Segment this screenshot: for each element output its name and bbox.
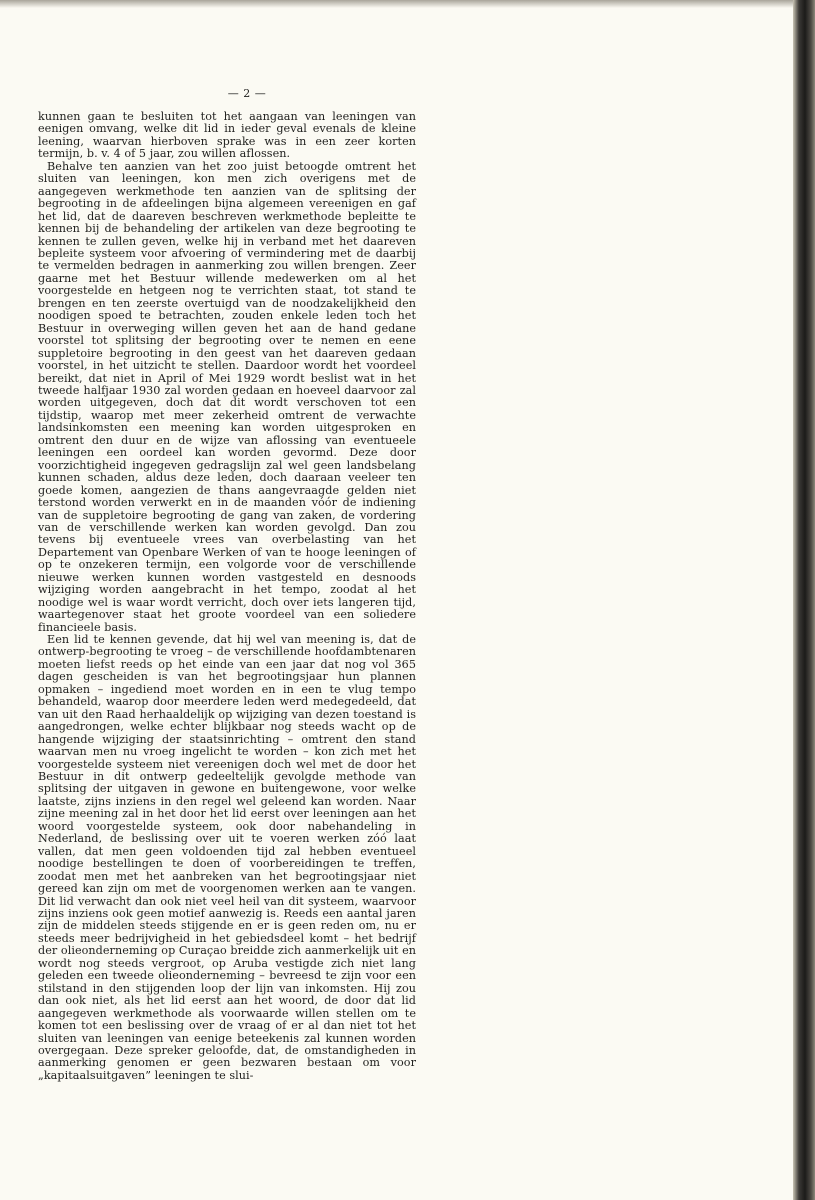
scan-top-shadow <box>0 0 800 8</box>
scan-binding-edge <box>793 0 815 1200</box>
page-number: — 2 — <box>227 87 267 100</box>
document-page <box>38 88 416 1082</box>
show-through-bleed <box>500 80 790 260</box>
paragraph-continuation: kunnen gaan te besluiten tot het aangaan van leeningen van eenigen omvang, welke dit lid in ieder geval evenals de kleine leening, waarvan hierboven sprake was in een zeer korten termijn, b. v. 4 of 5 jaar, zou willen aflossen. <box>38 110 416 161</box>
paragraph: Een lid te kennen gevende, dat hij wel van meening is, dat de ontwerp-begrooting te vroeg – de verschillende hoofdambtenaren moeten liefst reeds op het einde van een jaar dat nog vol 365 dagen gescheiden is van het begrootingsjaar hun plannen opmaken – ingediend moet worden en in een te vlug tempo behandeld, waarop door meerdere leden werd medegedeeld, dat van uit den Raad herhaaldelijk op wijziging van dezen toestand is aangedrongen, welke echter blijkbaar nog steeds wacht op de hangende wijziging der staatsinrichting – omtrent den stand waarvan men nu vroeg ingelicht te worden – kon zich met het voorgestelde systeem niet vereenigen doch wel met de door het Bestuur in dit ontwerp gedeeltelijk gevolgde methode van splitsing der uitgaven in gewone en buitengewone, voor welke laatste, zijns inziens in den regel wel geleend kan worden. Naar zijne meening zal in het door het lid eerst over leeningen aan het woord voorgestelde systeem, ook door nabehandeling in Nederland, de beslissing over uit te voeren werken zóó laat vallen, dat men geen voldoenden tijd zal hebben eventueel noodige bestellingen te doen of voorbereidingen te treffen, zoodat men met het aanbreken van het begrootingsjaar niet gereed kan zijn om met de voorgenomen werken aan te vangen. Dit lid verwacht dan ook niet veel heil van dit systeem, waarvoor zijns inziens ook geen motief aanwezig is. Reeds een aantal jaren zijn de middelen steeds stijgende en er is geen reden om, nu er steeds meer bedrijvigheid in het gebiedsdeel komt – het bedrijf der olieonderneming op Curaçao breidde zich aanmerkelijk uit en wordt nog steeds vergroot, op Aruba vestigde zich niet lang geleden een tweede olieonderneming – bevreesd te zijn voor een stilstand in den stijgenden loop der lijn van inkomsten. Hij zou dan ook niet, als het lid eerst aan het woord, de door dat lid aangegeven werkmethode als voorwaarde willen stellen om te komen tot een beslissing over de vraag of er al dan niet tot het sluiten van leeningen van eenige beteekenis zal kunnen worden overgegaan. Deze spreker geloofde, dat, de omstandigheden in aanmerking genomen er geen bezwaren bestaan om voor „kapitaalsuitgaven” leeningen te slui- <box>38 633 416 1082</box>
paragraph: Behalve ten aanzien van het zoo juist betoogde omtrent het sluiten van leeningen, kon men zich overigens met de aangegeven werkmethode ten aanzien van de splitsing der begrooting in de afdeelingen bijna algemeen vereenigen en gaf het lid, dat de daareven beschreven werkmethode bepleitte te kennen bij de behandeling der artikelen van deze begrooting te kennen te zullen geven, welke hij in verband met het daareven bepleite systeem voor afvoering of vermindering met de daarbij te vermelden bedragen in aanmerking zou willen brengen. Zeer gaarne met het Bestuur willende medewerken om al het voorgestelde en hetgeen nog te verrichten staat, tot stand te brengen en ten zeerste overtuigd van de noodzakelijkheid den noodigen spoed te betrachten, zouden enkele leden toch het Bestuur in overweging willen geven het aan de hand gedane voorstel tot splitsing der begrooting over te nemen en eene suppletoire begrooting in den geest van het daareven gedaan voorstel, in het uitzicht te stellen. Daardoor wordt het voordeel bereikt, dat niet in April of Mei 1929 wordt beslist wat in het tweede halfjaar 1930 zal worden gedaan en hoeveel daarvoor zal worden uitgegeven, doch dat dit wordt verschoven tot een tijdstip, waarop met meer zekerheid omtrent de verwachte landsinkomsten een meening kan worden uitgesproken en omtrent den duur en de wijze van aflossing van eventueele leeningen een oordeel kan worden gevormd. Deze door voorzichtigheid ingegeven gedragslijn zal wel geen landsbelang kunnen schaden, aldus deze leden, doch daaraan veeleer ten goede komen, aangezien de thans aangevraagde gelden niet terstond worden verwerkt en in de maanden vóór de indiening van de suppletoire begrooting de gang van zaken, de vordering van de verschillende werken kan worden gevolgd. Dan zou tevens bij eventueele vrees van overbelasting van het Departement van Openbare Werken of van te hooge leeningen of op te onzekeren termijn, een volgorde voor de verschillende nieuwe werken kunnen worden vastgesteld en desnoods wijziging worden aangebracht in het tempo, zoodat al het noodige wel is waar wordt verricht, doch over iets langeren tijd, waartegenover staat het groote voordeel van een soliedere financieele basis. <box>38 159 416 634</box>
